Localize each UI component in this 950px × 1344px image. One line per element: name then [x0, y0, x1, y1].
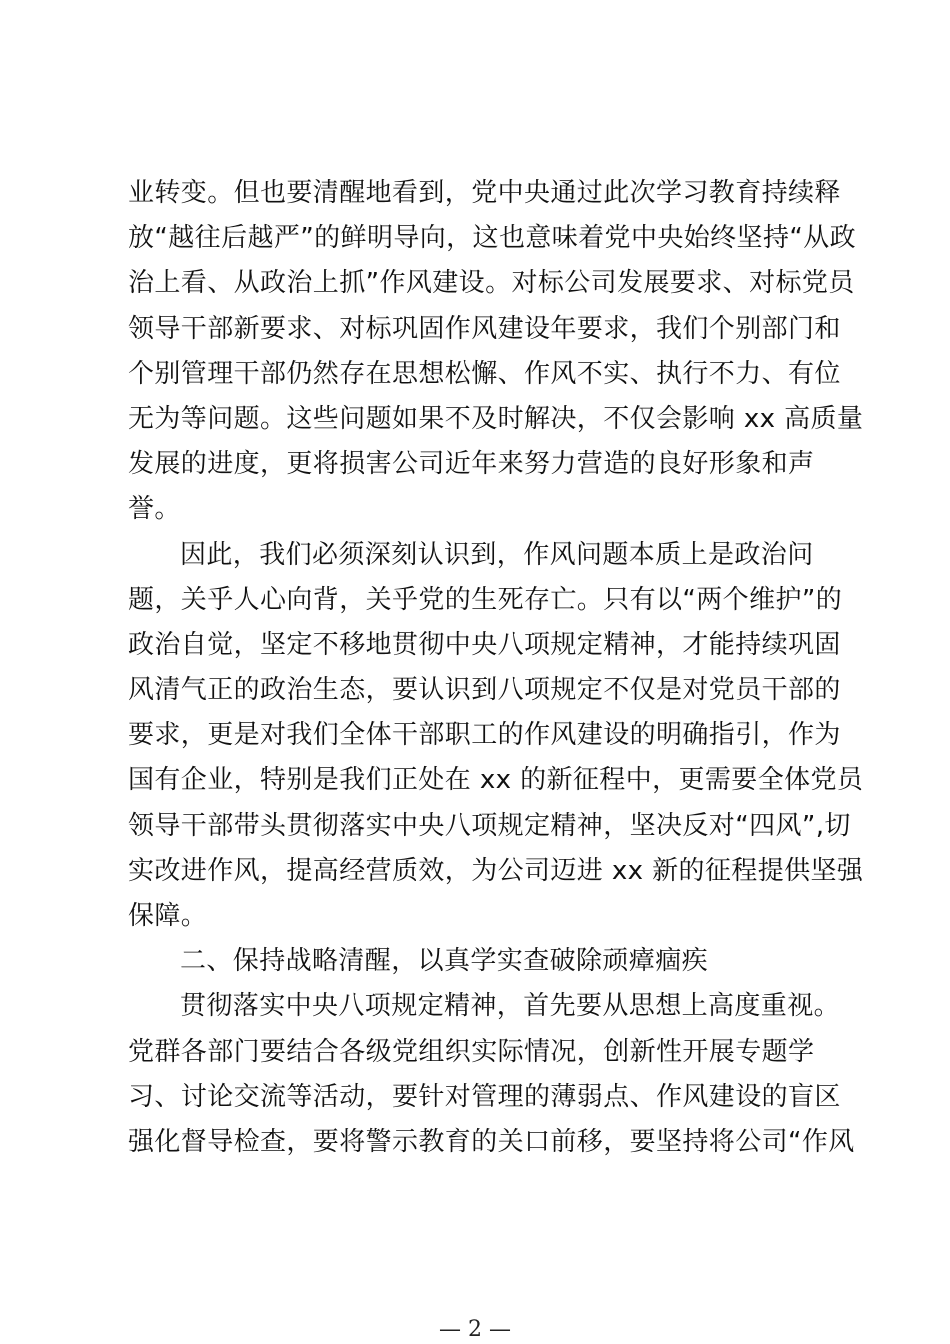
- text-line: 实改进作风，提高经营质效，为公司迈进 xx 新的征程提供坚强: [128, 855, 864, 886]
- text-line: 国有企业，特别是我们正处在 xx 的新征程中，更需要全体党员: [128, 765, 864, 796]
- section-heading: 二、保持战略清醒，以真学实查破除顽瘴痼疾: [180, 946, 709, 977]
- text-line: 无为等问题。这些问题如果不及时解决，不仅会影响 xx 高质量: [128, 403, 864, 434]
- text-line: 要求，更是对我们全体干部职工的作风建设的明确指引，作为: [128, 720, 841, 751]
- text-line: 风清气正的政治生态，要认识到八项规定不仅是对党员干部的: [128, 675, 841, 706]
- text-line: 题，关乎人心向背，关乎党的生死存亡。只有以“两个维护”的: [128, 584, 843, 615]
- text-line: 政治自觉，坚定不移地贯彻中央八项规定精神，才能持续巩固: [128, 629, 841, 660]
- body-text: [128, 171, 864, 1165]
- text-line: 放“越往后越严”的鲜明导向，这也意味着党中央始终坚持“从政: [128, 223, 857, 254]
- text-line: 党群各部门要结合各级党组织实际情况，创新性开展专题学: [128, 1036, 815, 1067]
- text-line: 领导干部带头贯彻落实中央八项规定精神，坚决反对“四风”,切: [128, 810, 851, 841]
- text-line: 业转变。但也要清醒地看到，党中央通过此次学习教育持续释: [128, 178, 841, 208]
- text-line: 保障。: [128, 901, 208, 931]
- text-line: 发展的进度，更将损害公司近年来努力营造的良好形象和声: [128, 449, 815, 480]
- text-line: 个别管理干部仍然存在思想松懈、作风不实、执行不力、有位: [128, 358, 841, 389]
- text-line: 因此，我们必须深刻认识到，作风问题本质上是政治问: [180, 539, 814, 570]
- text-line: 治上看、从政治上抓”作风建设。对标公司发展要求、对标党员: [128, 268, 855, 299]
- text-line: 领导干部新要求、对标巩固作风建设年要求，我们个别部门和: [128, 313, 841, 344]
- text-line: 誉。: [128, 494, 181, 525]
- text-line: 强化督导检查，要将警示教育的关口前移，要坚持将公司“作风: [128, 1126, 855, 1157]
- page-number: — 2 —: [439, 1317, 511, 1342]
- text-line: 贯彻落实中央八项规定精神，首先要从思想上高度重视。: [180, 991, 841, 1022]
- text-line: 习、讨论交流等活动，要针对管理的薄弱点、作风建设的盲区: [128, 1081, 841, 1112]
